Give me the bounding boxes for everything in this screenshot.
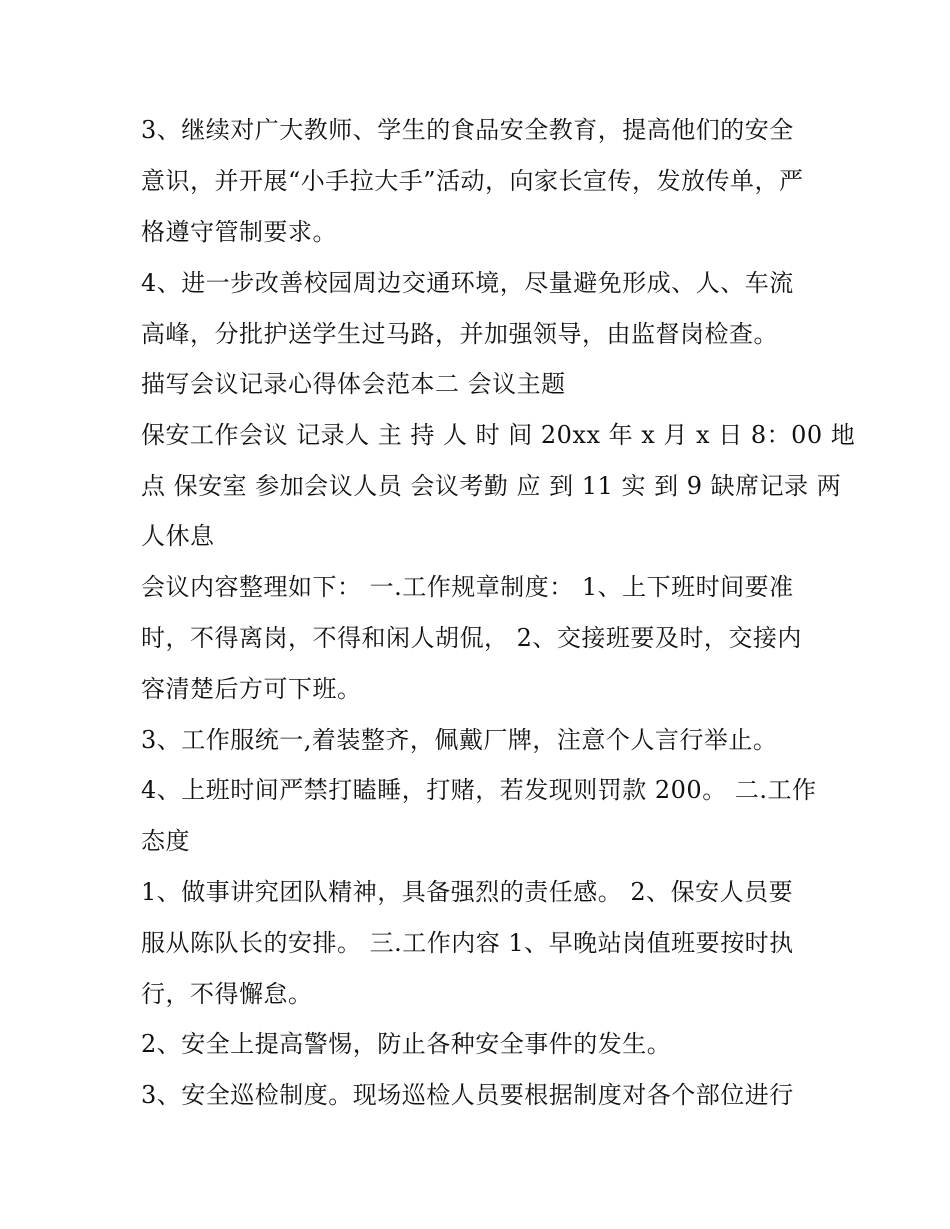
text-line: 会议内容整理如下： 一.工作规章制度： 1、上下班时间要准 (141, 573, 794, 601)
text-line: 3、继续对广大教师、学生的食品安全教育，提高他们的安全 (141, 116, 794, 144)
section-heading: 描写会议记录心得体会范本二 会议主题 (141, 370, 566, 398)
text-line: 人休息 (141, 522, 215, 550)
text-line: 保安工作会议 记录人 主 持 人 时 间 20xx 年 x 月 x 日 8：00 地 (141, 421, 856, 449)
text-line: 3、安全巡检制度。现场巡检人员要根据制度对各个部位进行 (141, 1081, 794, 1109)
text-line: 1、做事讲究团队精神，具备强烈的责任感。 2、保安人员要 (141, 878, 794, 906)
text-line: 4、进一步改善校园周边交通环境，尽量避免形成、人、车流 (141, 269, 794, 297)
text-line: 3、工作服统一,着装整齐，佩戴厂牌，注意个人言行举止。 (141, 726, 778, 754)
text-line: 4、上班时间严禁打瞌睡，打赌，若发现则罚款 200。 二.工作 (141, 776, 817, 804)
text-line: 点 保安室 参加会议人员 会议考勤 应 到 11 实 到 9 缺席记录 两 (141, 472, 842, 500)
text-line: 容清楚后方可下班。 (141, 675, 362, 703)
text-line: 时，不得离岗，不得和闲人胡侃， 2、交接班要及时，交接内 (141, 624, 802, 652)
text-line: 服从陈队长的安排。 三.工作内容 1、早晚站岗值班要按时执 (141, 929, 794, 957)
text-line: 2、安全上提高警惕，防止各种安全事件的发生。 (141, 1030, 672, 1058)
text-line: 行，不得懈怠。 (141, 980, 313, 1008)
text-line: 格遵守管制要求。 (141, 218, 337, 246)
text-line: 高峰，分批护送学生过马路，并加强领导，由监督岗检查。 (141, 320, 778, 348)
text-line: 意识，并开展“小手拉大手”活动，向家长宣传，发放传单，严 (141, 167, 804, 195)
text-line: 态度 (141, 827, 190, 855)
